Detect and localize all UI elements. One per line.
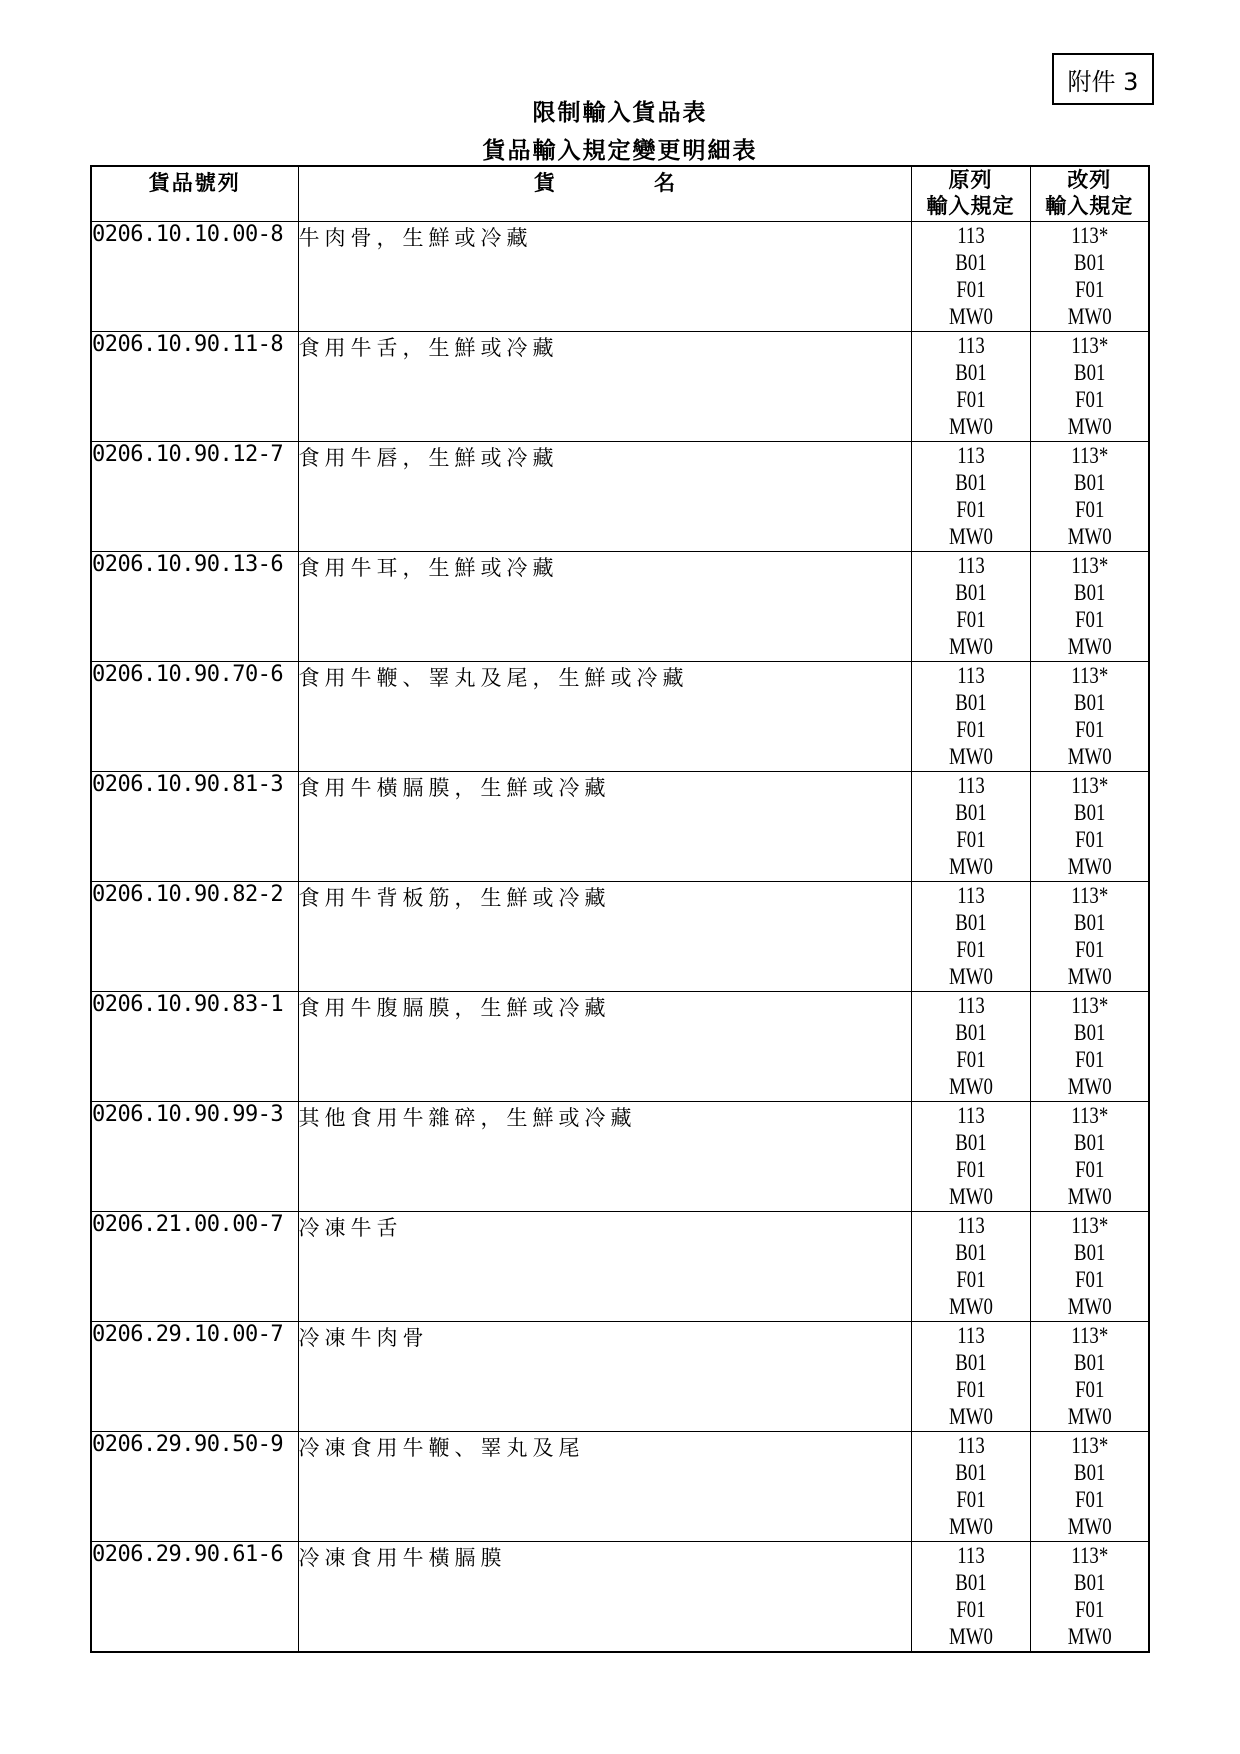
goods-name-cell: 其他食用牛雜碎，生鮮或冷藏 bbox=[298, 1102, 911, 1212]
revised-regulation-cell bbox=[1030, 1432, 1149, 1542]
revised-regulation-code: B01 bbox=[1073, 1240, 1105, 1265]
original-regulation-code: F01 bbox=[955, 277, 986, 302]
revised-regulation-code: B01 bbox=[1073, 470, 1105, 495]
original-regulation-code: B01 bbox=[954, 690, 987, 715]
revised-regulation-code: F01 bbox=[1074, 1487, 1104, 1512]
revised-regulation-cell bbox=[1030, 1542, 1149, 1652]
original-regulation-code: F01 bbox=[955, 387, 986, 412]
revised-regulation-code: 113* bbox=[1070, 333, 1108, 358]
original-regulation-cell bbox=[911, 992, 1030, 1102]
original-regulation-code: B01 bbox=[954, 910, 987, 935]
original-regulation-code: MW0 bbox=[948, 964, 993, 989]
original-regulation-code: F01 bbox=[955, 1487, 986, 1512]
table-row bbox=[91, 1102, 1149, 1212]
original-regulation-cell bbox=[911, 222, 1030, 332]
header-original-regulation bbox=[911, 166, 1030, 222]
original-regulation-code: 113 bbox=[956, 993, 985, 1018]
revised-regulation-code: 113* bbox=[1070, 443, 1108, 468]
goods-table bbox=[90, 165, 1150, 1653]
revised-regulation-code: 113* bbox=[1070, 1213, 1108, 1238]
revised-regulation-code: MW0 bbox=[1067, 1184, 1112, 1209]
original-regulation-cell bbox=[911, 332, 1030, 442]
original-regulation-cell bbox=[911, 662, 1030, 772]
revised-regulation-code: B01 bbox=[1073, 1130, 1105, 1155]
revised-regulation-code: 113* bbox=[1070, 773, 1108, 798]
header-original-line1: 原列 bbox=[948, 167, 993, 192]
table-row bbox=[91, 1542, 1149, 1652]
original-regulation-cell bbox=[911, 882, 1030, 992]
original-regulation-code: B01 bbox=[954, 1350, 987, 1375]
table-row bbox=[91, 332, 1149, 442]
revised-regulation-code: MW0 bbox=[1067, 634, 1112, 659]
revised-regulation-cell bbox=[1030, 222, 1149, 332]
goods-name-cell: 冷凍牛肉骨 bbox=[298, 1322, 911, 1432]
revised-regulation-code: B01 bbox=[1073, 580, 1105, 605]
original-regulation-cell bbox=[911, 1102, 1030, 1212]
table-row bbox=[91, 1212, 1149, 1322]
revised-regulation-code: 113* bbox=[1070, 1433, 1108, 1458]
revised-regulation-code: B01 bbox=[1073, 1570, 1105, 1595]
original-regulation-code: 113 bbox=[956, 773, 985, 798]
revised-regulation-code: MW0 bbox=[1067, 1074, 1112, 1099]
header-name-right: 名 bbox=[654, 170, 675, 195]
original-regulation-code: F01 bbox=[955, 1597, 986, 1622]
revised-regulation-code: 113* bbox=[1070, 663, 1108, 688]
original-regulation-code: F01 bbox=[955, 1047, 986, 1072]
original-regulation-cell bbox=[911, 1542, 1030, 1652]
original-regulation-code: MW0 bbox=[948, 1624, 993, 1649]
revised-regulation-code: MW0 bbox=[1067, 304, 1112, 329]
revised-regulation-cell bbox=[1030, 1322, 1149, 1432]
table-row bbox=[91, 1432, 1149, 1542]
revised-regulation-code: B01 bbox=[1073, 1020, 1105, 1045]
revised-regulation-code: MW0 bbox=[1067, 1294, 1112, 1319]
revised-regulation-cell bbox=[1030, 662, 1149, 772]
original-regulation-code: F01 bbox=[955, 1267, 986, 1292]
goods-name-cell: 冷凍牛舌 bbox=[298, 1212, 911, 1322]
revised-regulation-code: 113* bbox=[1070, 1103, 1108, 1128]
table-row bbox=[91, 992, 1149, 1102]
original-regulation-code: MW0 bbox=[948, 854, 993, 879]
revised-regulation-code: F01 bbox=[1074, 607, 1104, 632]
original-regulation-code: 113 bbox=[956, 443, 985, 468]
goods-name-cell: 食用牛唇，生鮮或冷藏 bbox=[298, 442, 911, 552]
revised-regulation-code: F01 bbox=[1074, 1267, 1104, 1292]
original-regulation-code: F01 bbox=[955, 827, 986, 852]
original-regulation-code: 113 bbox=[956, 333, 985, 358]
revised-regulation-cell bbox=[1030, 1212, 1149, 1322]
table-row bbox=[91, 772, 1149, 882]
revised-regulation-code: 113* bbox=[1070, 993, 1108, 1018]
revised-regulation-cell bbox=[1030, 442, 1149, 552]
goods-name-cell: 食用牛鞭、睪丸及尾，生鮮或冷藏 bbox=[298, 662, 911, 772]
header-code: 貨品號列 bbox=[91, 166, 298, 222]
revised-regulation-code: MW0 bbox=[1067, 414, 1112, 439]
header-original-line2: 輸入規定 bbox=[926, 193, 1015, 218]
original-regulation-code: MW0 bbox=[948, 524, 993, 549]
goods-code-cell: 0206.29.90.50-9 bbox=[91, 1432, 298, 1542]
header-revised-regulation bbox=[1030, 166, 1149, 222]
original-regulation-code: MW0 bbox=[948, 1294, 993, 1319]
goods-code-cell: 0206.10.90.81-3 bbox=[91, 772, 298, 882]
original-regulation-code: 113 bbox=[956, 1323, 985, 1348]
goods-code-cell: 0206.10.90.12-7 bbox=[91, 442, 298, 552]
revised-regulation-code: F01 bbox=[1074, 937, 1104, 962]
original-regulation-code: B01 bbox=[954, 470, 987, 495]
revised-regulation-code: B01 bbox=[1073, 1350, 1105, 1375]
original-regulation-code: B01 bbox=[954, 800, 987, 825]
revised-regulation-code: F01 bbox=[1074, 387, 1104, 412]
goods-code-cell: 0206.10.90.13-6 bbox=[91, 552, 298, 662]
table-row bbox=[91, 222, 1149, 332]
revised-regulation-cell bbox=[1030, 992, 1149, 1102]
original-regulation-code: F01 bbox=[955, 717, 986, 742]
original-regulation-code: 113 bbox=[956, 663, 985, 688]
revised-regulation-cell bbox=[1030, 332, 1149, 442]
original-regulation-code: F01 bbox=[955, 1377, 986, 1402]
revised-regulation-code: F01 bbox=[1074, 1047, 1104, 1072]
original-regulation-code: MW0 bbox=[948, 744, 993, 769]
goods-code-cell: 0206.10.90.99-3 bbox=[91, 1102, 298, 1212]
goods-code-cell: 0206.29.10.00-7 bbox=[91, 1322, 298, 1432]
revised-regulation-code: B01 bbox=[1073, 910, 1105, 935]
revised-regulation-code: F01 bbox=[1074, 717, 1104, 742]
document-title: 限制輸入貨品表 bbox=[532, 99, 708, 126]
revised-regulation-code: 113* bbox=[1070, 223, 1108, 248]
revised-regulation-code: F01 bbox=[1074, 497, 1104, 522]
revised-regulation-code: MW0 bbox=[1067, 1404, 1112, 1429]
goods-name-cell: 冷凍食用牛橫膈膜 bbox=[298, 1542, 911, 1652]
revised-regulation-cell bbox=[1030, 552, 1149, 662]
revised-regulation-code: MW0 bbox=[1067, 524, 1112, 549]
header-revised-line1: 改列 bbox=[1067, 167, 1112, 192]
revised-regulation-code: F01 bbox=[1074, 277, 1104, 302]
revised-regulation-code: B01 bbox=[1073, 690, 1105, 715]
revised-regulation-code: MW0 bbox=[1067, 964, 1112, 989]
original-regulation-cell bbox=[911, 442, 1030, 552]
revised-regulation-code: F01 bbox=[1074, 1377, 1104, 1402]
revised-regulation-code: B01 bbox=[1073, 250, 1105, 275]
original-regulation-code: B01 bbox=[954, 360, 987, 385]
original-regulation-code: B01 bbox=[954, 1570, 987, 1595]
original-regulation-code: B01 bbox=[954, 250, 987, 275]
revised-regulation-cell bbox=[1030, 772, 1149, 882]
original-regulation-cell bbox=[911, 772, 1030, 882]
revised-regulation-code: MW0 bbox=[1067, 854, 1112, 879]
header-revised-line2: 輸入規定 bbox=[1045, 193, 1134, 218]
revised-regulation-code: B01 bbox=[1073, 360, 1105, 385]
original-regulation-code: 113 bbox=[956, 223, 985, 248]
goods-name-cell: 食用牛橫膈膜，生鮮或冷藏 bbox=[298, 772, 911, 882]
revised-regulation-cell bbox=[1030, 882, 1149, 992]
goods-name-cell: 食用牛背板筋，生鮮或冷藏 bbox=[298, 882, 911, 992]
original-regulation-code: B01 bbox=[954, 1020, 987, 1045]
table-row bbox=[91, 662, 1149, 772]
original-regulation-code: 113 bbox=[956, 1433, 985, 1458]
original-regulation-code: 113 bbox=[956, 1543, 985, 1568]
revised-regulation-cell bbox=[1030, 1102, 1149, 1212]
original-regulation-code: B01 bbox=[954, 1460, 987, 1485]
revised-regulation-code: F01 bbox=[1074, 1597, 1104, 1622]
revised-regulation-code: 113* bbox=[1070, 1323, 1108, 1348]
original-regulation-code: MW0 bbox=[948, 304, 993, 329]
revised-regulation-code: 113* bbox=[1070, 883, 1108, 908]
goods-name-cell: 牛肉骨，生鮮或冷藏 bbox=[298, 222, 911, 332]
original-regulation-code: B01 bbox=[954, 580, 987, 605]
goods-name-cell: 食用牛腹膈膜，生鮮或冷藏 bbox=[298, 992, 911, 1102]
original-regulation-code: F01 bbox=[955, 1157, 986, 1182]
goods-code-cell: 0206.10.10.00-8 bbox=[91, 222, 298, 332]
original-regulation-cell bbox=[911, 1322, 1030, 1432]
goods-name-cell: 食用牛舌，生鮮或冷藏 bbox=[298, 332, 911, 442]
revised-regulation-code: B01 bbox=[1073, 1460, 1105, 1485]
revised-regulation-code: F01 bbox=[1074, 1157, 1104, 1182]
original-regulation-code: MW0 bbox=[948, 414, 993, 439]
header-name-left: 貨 bbox=[534, 170, 555, 195]
table-row bbox=[91, 1322, 1149, 1432]
original-regulation-cell bbox=[911, 1432, 1030, 1542]
original-regulation-code: B01 bbox=[954, 1130, 987, 1155]
original-regulation-code: 113 bbox=[956, 1103, 985, 1128]
revised-regulation-code: MW0 bbox=[1067, 744, 1112, 769]
goods-code-cell: 0206.29.90.61-6 bbox=[91, 1542, 298, 1652]
original-regulation-code: MW0 bbox=[948, 634, 993, 659]
original-regulation-code: 113 bbox=[956, 1213, 985, 1238]
original-regulation-code: F01 bbox=[955, 937, 986, 962]
goods-name-cell: 冷凍食用牛鞭、睪丸及尾 bbox=[298, 1432, 911, 1542]
original-regulation-code: B01 bbox=[954, 1240, 987, 1265]
table-row bbox=[91, 882, 1149, 992]
original-regulation-code: F01 bbox=[955, 497, 986, 522]
revised-regulation-code: F01 bbox=[1074, 827, 1104, 852]
goods-code-cell: 0206.21.00.00-7 bbox=[91, 1212, 298, 1322]
revised-regulation-code: MW0 bbox=[1067, 1514, 1112, 1539]
original-regulation-code: MW0 bbox=[948, 1404, 993, 1429]
attachment-label: 附件 3 bbox=[1052, 53, 1154, 105]
goods-code-cell: 0206.10.90.83-1 bbox=[91, 992, 298, 1102]
table-row bbox=[91, 552, 1149, 662]
revised-regulation-code: B01 bbox=[1073, 800, 1105, 825]
revised-regulation-code: MW0 bbox=[1067, 1624, 1112, 1649]
original-regulation-cell bbox=[911, 1212, 1030, 1322]
table-row bbox=[91, 442, 1149, 552]
document-subtitle: 貨品輸入規定變更明細表 bbox=[482, 137, 758, 164]
original-regulation-code: MW0 bbox=[948, 1184, 993, 1209]
original-regulation-code: MW0 bbox=[948, 1074, 993, 1099]
goods-code-cell: 0206.10.90.70-6 bbox=[91, 662, 298, 772]
original-regulation-code: 113 bbox=[956, 553, 985, 578]
goods-code-cell: 0206.10.90.82-2 bbox=[91, 882, 298, 992]
original-regulation-code: MW0 bbox=[948, 1514, 993, 1539]
table-header bbox=[91, 166, 1149, 222]
goods-name-cell: 食用牛耳，生鮮或冷藏 bbox=[298, 552, 911, 662]
table-body bbox=[91, 222, 1149, 1652]
original-regulation-code: 113 bbox=[956, 883, 985, 908]
goods-code-cell: 0206.10.90.11-8 bbox=[91, 332, 298, 442]
original-regulation-cell bbox=[911, 552, 1030, 662]
header-name bbox=[298, 166, 911, 222]
original-regulation-code: F01 bbox=[955, 607, 986, 632]
revised-regulation-code: 113* bbox=[1070, 1543, 1108, 1568]
revised-regulation-code: 113* bbox=[1070, 553, 1108, 578]
